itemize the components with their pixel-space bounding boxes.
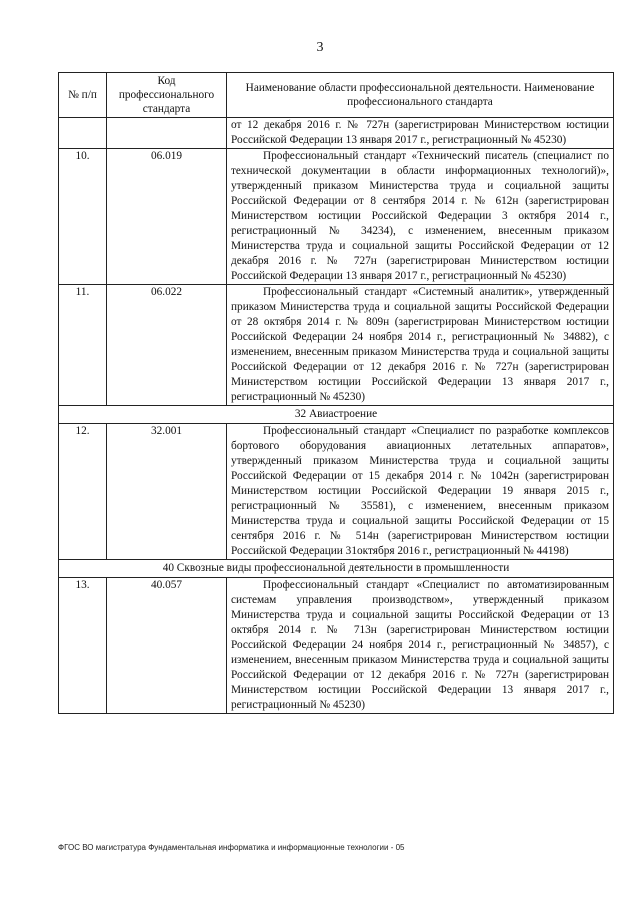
row-text: Профессиональный стандарт «Технический писатель (специалист по технической документации в области информационных технологий)», утвержденный приказом Министерства труда и социальной защиты Российской Федерации от 8 сентября 2014 г. № 612н (зарегистрирован Министерством юстиции Российской Федерации 3 октября 2014 г., регистрационный № 34234), с изменением, внесенным приказом Министерства труда и социальной защиты Российской Федерации от 12 декабря 2016 г. № 727н (зарегистрирован Министерством юстиции Российской Федерации 13 января 2017 г., регистрационный № 45230) bbox=[227, 149, 614, 285]
header-name: Наименование области профессиональной деятельности. Наименование профессионального стандарта bbox=[227, 73, 614, 118]
section-title: 32 Авиастроение bbox=[59, 406, 614, 424]
page-number: 3 bbox=[316, 40, 324, 55]
standards-table bbox=[58, 72, 614, 714]
row-num-cell bbox=[59, 118, 107, 149]
row-text: Профессиональный стандарт «Системный аналитик», утвержденный приказом Министерства труда и социальной защиты Российской Федерации от 28 октября 2014 г. № 809н (зарегистрирован Министерством юстиции Российской Федерации 24 ноября 2014 г., регистрационный № 34882), с изменением, внесенным приказом Министерства труда и социальной защиты Российской Федерации от 12 декабря 2016 г. № 727н (зарегистрирован Министерством юстиции Российской Федерации 13 января 2017 г., регистрационный № 45230) bbox=[227, 285, 614, 406]
table-header-row bbox=[59, 73, 614, 118]
row-num: 10. bbox=[59, 149, 107, 285]
row-code-cell bbox=[107, 118, 227, 149]
header-num: № п/п bbox=[59, 73, 107, 118]
row-num: 12. bbox=[59, 424, 107, 560]
row-code: 32.001 bbox=[107, 424, 227, 560]
row-code: 06.019 bbox=[107, 149, 227, 285]
table-row bbox=[59, 285, 614, 406]
row-code: 40.057 bbox=[107, 578, 227, 714]
section-title: 40 Сквозные виды профессиональной деятельности в промышленности bbox=[59, 560, 614, 578]
table-row bbox=[59, 578, 614, 714]
section-row bbox=[59, 406, 614, 424]
row-text: Профессиональный стандарт «Специалист по автоматизированным системам управления производством», утвержденный приказом Министерства труда и социальной защиты Российской Федерации от 13 октября 2014 г. № 713н (зарегистрирован Министерством юстиции Российской Федерации 24 ноября 2014 г., регистрационный № 34857), с изменением, внесенным приказом Министерства труда и социальной защиты Российской Федерации от 12 декабря 2016 г. № 727н (зарегистрирован Министерством юстиции Российской Федерации 13 января 2017 г., регистрационный № 45230) bbox=[227, 578, 614, 714]
table-row bbox=[59, 424, 614, 560]
page-footer: ФГОС ВО магистратура Фундаментальная информатика и информационные технологии - 05 bbox=[58, 843, 405, 852]
continuation-text: от 12 декабря 2016 г. № 727н (зарегистрирован Министерством юстиции Российской Федерации 13 января 2017 г., регистрационный № 45230) bbox=[227, 118, 614, 149]
header-code: Код профессионального стандарта bbox=[107, 73, 227, 118]
row-num: 13. bbox=[59, 578, 107, 714]
section-row bbox=[59, 560, 614, 578]
row-text: Профессиональный стандарт «Специалист по разработке комплексов бортового оборудования авиационных летательных аппаратов», утвержденный приказом Министерства труда и социальной защиты Российской Федерации от 15 декабря 2014 г. № 1042н (зарегистрирован Министерством юстиции Российской Федерации 19 января 2015 г., регистрационный № 35581), с изменением, внесенным приказом Министерства труда и социальной защиты Российской Федерации от 15 сентября 2016 г. № 514н (зарегистрирован Министерством юстиции Российской Федерации 31октября 2016 г., регистрационный № 44198) bbox=[227, 424, 614, 560]
row-code: 06.022 bbox=[107, 285, 227, 406]
table-row bbox=[59, 149, 614, 285]
row-num: 11. bbox=[59, 285, 107, 406]
table-row bbox=[59, 118, 614, 149]
